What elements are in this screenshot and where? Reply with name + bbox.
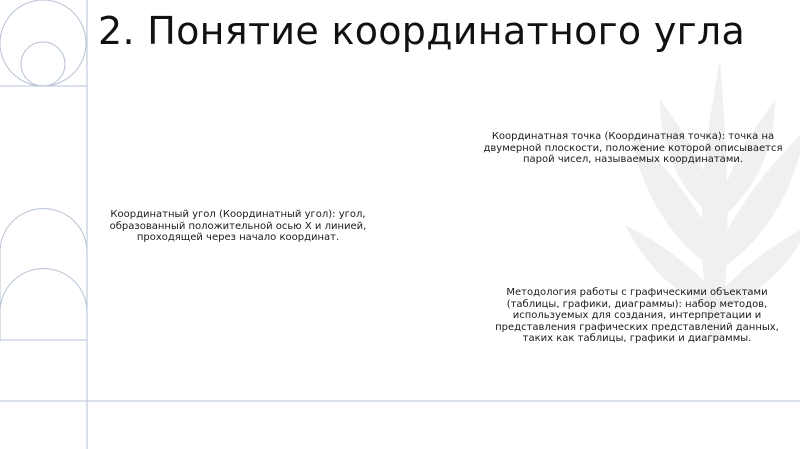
small-circle [21, 42, 65, 86]
definition-graphics-methodology: Методология работы с графическими объектами (таблицы, графики, диаграммы): набор методов, используемых для создания, интерпретации и представления графических представлений данных, таких как таблицы, графики и диаграммы. [495, 287, 779, 344]
lower-arch [0, 269, 87, 341]
definition-coordinate-angle: Координатный угол (Координатный угол): угол, образованный положительной осью X и линией, проходящей через начало координат. [109, 209, 367, 243]
large-circle [0, 0, 86, 86]
definition-coordinate-point: Координатная точка (Координатная точка): точка на двумерной плоскости, положение которой описывается парой чисел, называемых координатами. [483, 131, 783, 165]
upper-arch [0, 208, 87, 340]
slide-title: 2. Понятие координатного угла [98, 9, 746, 53]
